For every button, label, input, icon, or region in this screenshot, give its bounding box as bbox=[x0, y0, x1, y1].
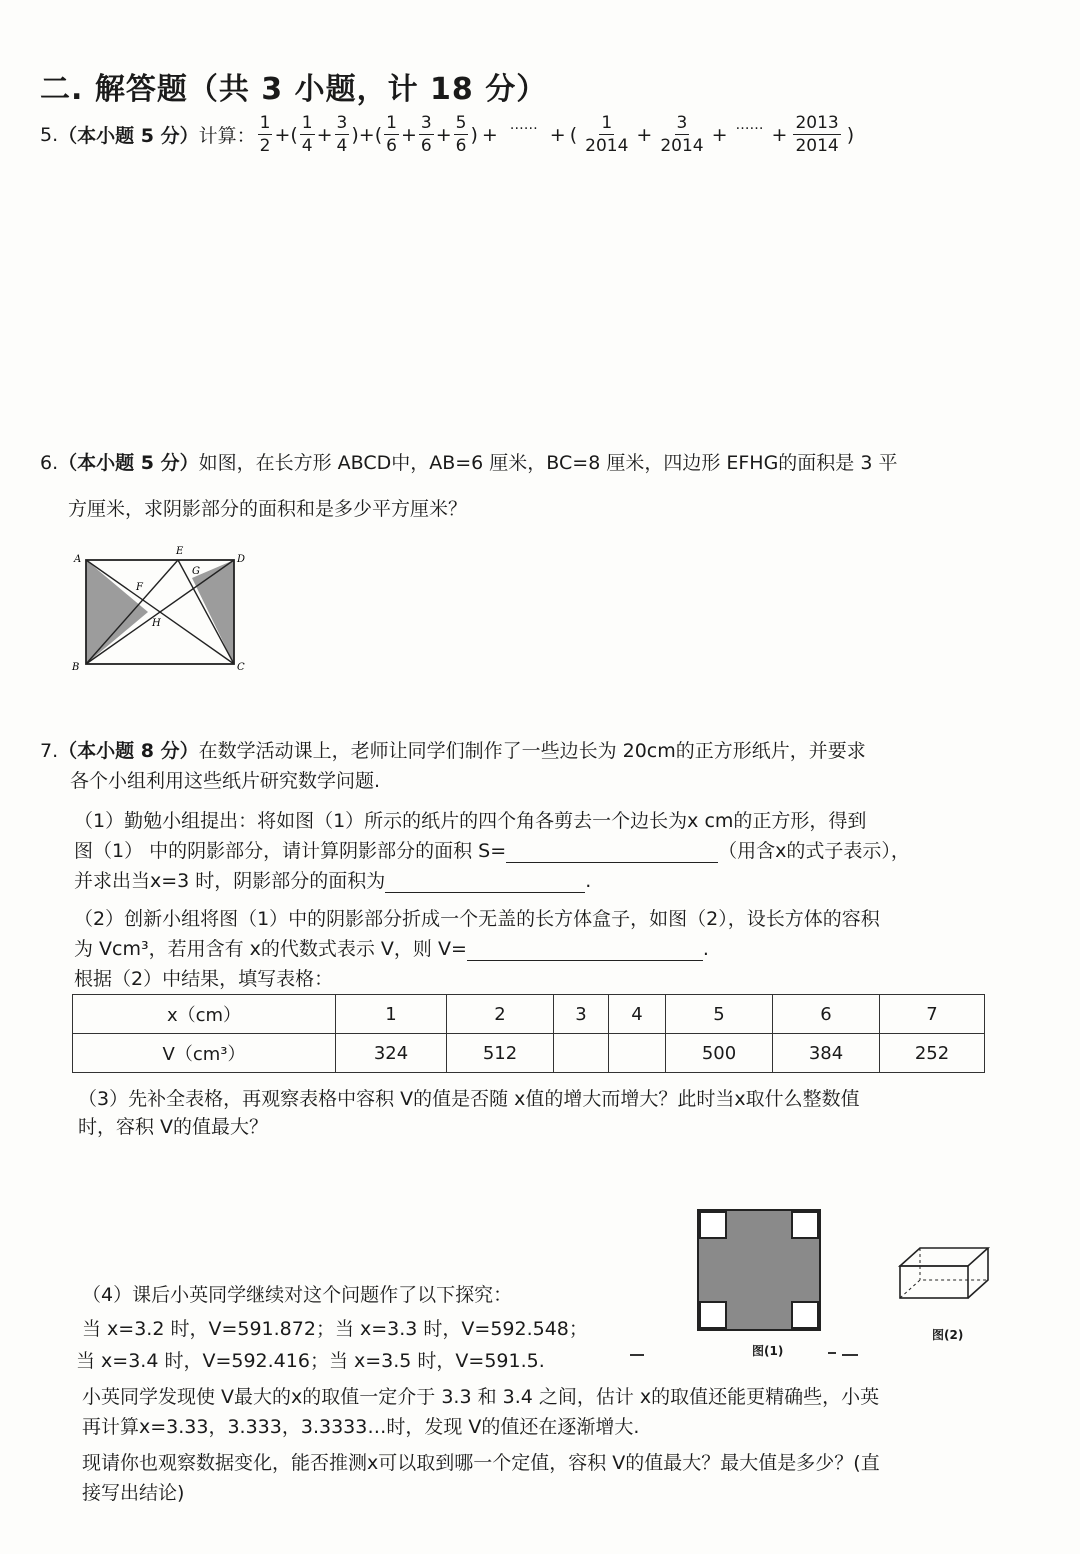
q5-fraction-8: $\frac{3}{2014}$ bbox=[660, 113, 704, 156]
figure-2-caption: 图(2) bbox=[932, 1328, 964, 1342]
q6-line-2: 方厘米，求阴影部分的面积和是多少平方厘米？ bbox=[68, 498, 468, 520]
label-h: H bbox=[152, 618, 161, 629]
q7-part1-line2 bbox=[74, 836, 910, 863]
plus-sign: + bbox=[400, 123, 417, 146]
table-cell-blank[interactable] bbox=[609, 1034, 666, 1073]
q6-rectangle-figure bbox=[66, 542, 256, 674]
box-hidden-edges bbox=[900, 1280, 988, 1298]
table-cell: 324 bbox=[336, 1034, 447, 1073]
q7-part4-line2: 当 x=3.2 时，V=591.872；当 x=3.3 时，V=592.548； bbox=[82, 1318, 588, 1340]
right-paren: ) bbox=[846, 123, 855, 146]
table-cell: 6 bbox=[773, 995, 880, 1034]
answer-blank-s[interactable] bbox=[506, 842, 718, 863]
label-e: E bbox=[176, 546, 184, 557]
q7-part4-line5: 再计算x=3.33，3.333，3.3333…时，发现 V的值还在逐渐增大. bbox=[82, 1416, 640, 1438]
figure-1-caption: 图(1) bbox=[752, 1344, 784, 1358]
table-cell: 5 bbox=[666, 995, 773, 1034]
q7-intro-2: 各个小组利用这些纸片研究数学问题. bbox=[70, 770, 381, 792]
plus-sign: + bbox=[771, 123, 788, 146]
right-paren: ) bbox=[470, 123, 478, 146]
left-shaded-triangle bbox=[86, 560, 148, 664]
q7-part2-line1: （2）创新小组将图（1）中的阴影部分折成一个无盖的长方体盒子，如图（2），设长方体的容积 bbox=[74, 908, 880, 930]
q6-number: 6. bbox=[40, 452, 59, 474]
plus-sign: + bbox=[274, 123, 291, 146]
question-5 bbox=[40, 112, 854, 157]
q7-points: （本小题 8 分） bbox=[58, 740, 199, 762]
ellipsis: …… bbox=[735, 116, 764, 133]
q5-fraction-5: $\frac{3}{6}$ bbox=[420, 113, 432, 156]
table-cell-blank[interactable] bbox=[554, 1034, 609, 1073]
table-header-x: x（cm） bbox=[73, 995, 336, 1034]
scan-mark bbox=[828, 1352, 836, 1354]
answer-blank-v[interactable] bbox=[467, 940, 703, 961]
period: . bbox=[702, 938, 709, 960]
q7-part3-line2: 时，容积 V的值最大？ bbox=[78, 1116, 269, 1138]
q7-part4-line3: 当 x=3.4 时，V=592.416；当 x=3.5 时，V=591.5. bbox=[76, 1350, 545, 1372]
label-c: C bbox=[237, 662, 245, 673]
label-d: D bbox=[237, 554, 246, 565]
table-cell: 7 bbox=[880, 995, 985, 1034]
box-front bbox=[900, 1266, 968, 1298]
right-paren: ) bbox=[351, 123, 359, 146]
q7-line-1 bbox=[40, 736, 866, 763]
figure-2-box bbox=[896, 1244, 992, 1304]
cut-corner bbox=[792, 1302, 818, 1328]
q5-fraction-4: $\frac{1}{6}$ bbox=[386, 113, 397, 156]
q7-part2-line3: 根据（2）中结果，填写表格： bbox=[74, 968, 334, 990]
scan-mark bbox=[842, 1354, 858, 1356]
plus-sign: + bbox=[549, 123, 566, 146]
table-cell: 2 bbox=[447, 995, 554, 1034]
q7-part4-line4: 小英同学发现使 V最大的x的取值一定介于 3.3 和 3.4 之间，估计 x的取值还能更精确些，小英 bbox=[82, 1386, 880, 1408]
label-a: A bbox=[74, 554, 82, 565]
label-b: B bbox=[72, 662, 80, 673]
q7-part1-line1: （1）勤勉小组提出：将如图（1）所示的纸片的四个角各剪去一个边长为x cm的正方形，得到 bbox=[74, 810, 867, 832]
table-header-v: V（cm³） bbox=[73, 1034, 336, 1073]
table-cell: 4 bbox=[609, 995, 666, 1034]
q5-fraction-9: $\frac{2013}{2014}$ bbox=[795, 113, 839, 156]
q7-part4-line1: （4）课后小英同学继续对这个问题作了以下探究： bbox=[82, 1284, 513, 1306]
q7-part1-text: 图（1） 中的阴影部分，请计算阴影部分的面积 S= bbox=[74, 840, 507, 862]
q5-fraction-3: $\frac{3}{4}$ bbox=[336, 113, 348, 156]
q7-intro-1: 在数学活动课上，老师让同学们制作了一些边长为 20cm的正方形纸片，并要求 bbox=[198, 740, 866, 762]
section-title: 二. 解答题（共 3 小题，计 18 分） bbox=[40, 72, 548, 107]
volume-table bbox=[72, 994, 985, 1073]
cut-corner bbox=[700, 1302, 726, 1328]
left-paren: ( bbox=[374, 123, 383, 146]
table-cell: 384 bbox=[773, 1034, 880, 1073]
q5-fraction-2: $\frac{1}{4}$ bbox=[301, 113, 313, 156]
table-cell: 252 bbox=[880, 1034, 985, 1073]
table-cell: 500 bbox=[666, 1034, 773, 1073]
plus-sign: + bbox=[711, 123, 728, 146]
q5-points: （本小题 5 分） bbox=[58, 125, 199, 147]
left-paren: ( bbox=[290, 123, 298, 146]
plus-sign: + bbox=[435, 123, 452, 146]
ellipsis: …… bbox=[509, 116, 538, 133]
table-row bbox=[73, 995, 985, 1034]
q7-part1-ask: 并求出当x=3 时，阴影部分的面积为 bbox=[74, 870, 386, 892]
q7-part1-line3 bbox=[74, 866, 591, 893]
q7-part3-line1: （3）先补全表格，再观察表格中容积 V的值是否随 x值的增大而增大？此时当x取什么整数值 bbox=[78, 1088, 860, 1110]
plus-sign: + bbox=[316, 123, 333, 146]
table-cell: 3 bbox=[554, 995, 609, 1034]
q6-text-1: 如图，在长方形 ABCD中，AB=6 厘米，BC=8 厘米，四边形 EFHG的面积是 3 平 bbox=[198, 452, 898, 474]
scan-mark bbox=[630, 1354, 644, 1356]
cut-corner bbox=[700, 1212, 726, 1238]
q7-part1-hint: （用含x的式子表示）， bbox=[718, 840, 910, 862]
box-side bbox=[968, 1248, 988, 1298]
q7-part2-line2 bbox=[74, 934, 709, 961]
q5-lead: 计算： bbox=[198, 125, 256, 147]
q5-fraction-7: $\frac{1}{2014}$ bbox=[585, 113, 629, 156]
plus-sign: + bbox=[358, 123, 375, 146]
answer-blank-area[interactable] bbox=[385, 872, 585, 893]
q6-line-1 bbox=[40, 448, 897, 475]
q5-fraction-6: $\frac{5}{6}$ bbox=[455, 113, 467, 156]
q7-part4-line6: 现请你也观察数据变化，能否推测x可以取到哪一个定值，容积 V的值最大？最大值是多少？(直 bbox=[82, 1452, 880, 1474]
table-row bbox=[73, 1034, 985, 1073]
label-f: F bbox=[136, 582, 143, 593]
q7-part2-text: 为 Vcm³，若用含有 x的代数式表示 V，则 V= bbox=[74, 938, 467, 960]
q6-points: （本小题 5 分） bbox=[58, 452, 199, 474]
label-g: G bbox=[192, 566, 200, 577]
q7-part4-line7: 接写出结论) bbox=[82, 1482, 185, 1504]
period: . bbox=[585, 870, 592, 892]
figure-1-paper bbox=[696, 1208, 822, 1332]
table-cell: 1 bbox=[336, 995, 447, 1034]
cut-corner bbox=[792, 1212, 818, 1238]
box-top bbox=[900, 1248, 988, 1266]
q5-fraction-1: $\frac{1}{2}$ bbox=[259, 113, 271, 156]
q5-number: 5. bbox=[40, 123, 59, 146]
q7-number: 7. bbox=[40, 740, 59, 762]
left-paren: ( bbox=[569, 123, 578, 146]
plus-sign: + bbox=[481, 123, 498, 146]
plus-sign: + bbox=[636, 123, 653, 146]
table-cell: 512 bbox=[447, 1034, 554, 1073]
